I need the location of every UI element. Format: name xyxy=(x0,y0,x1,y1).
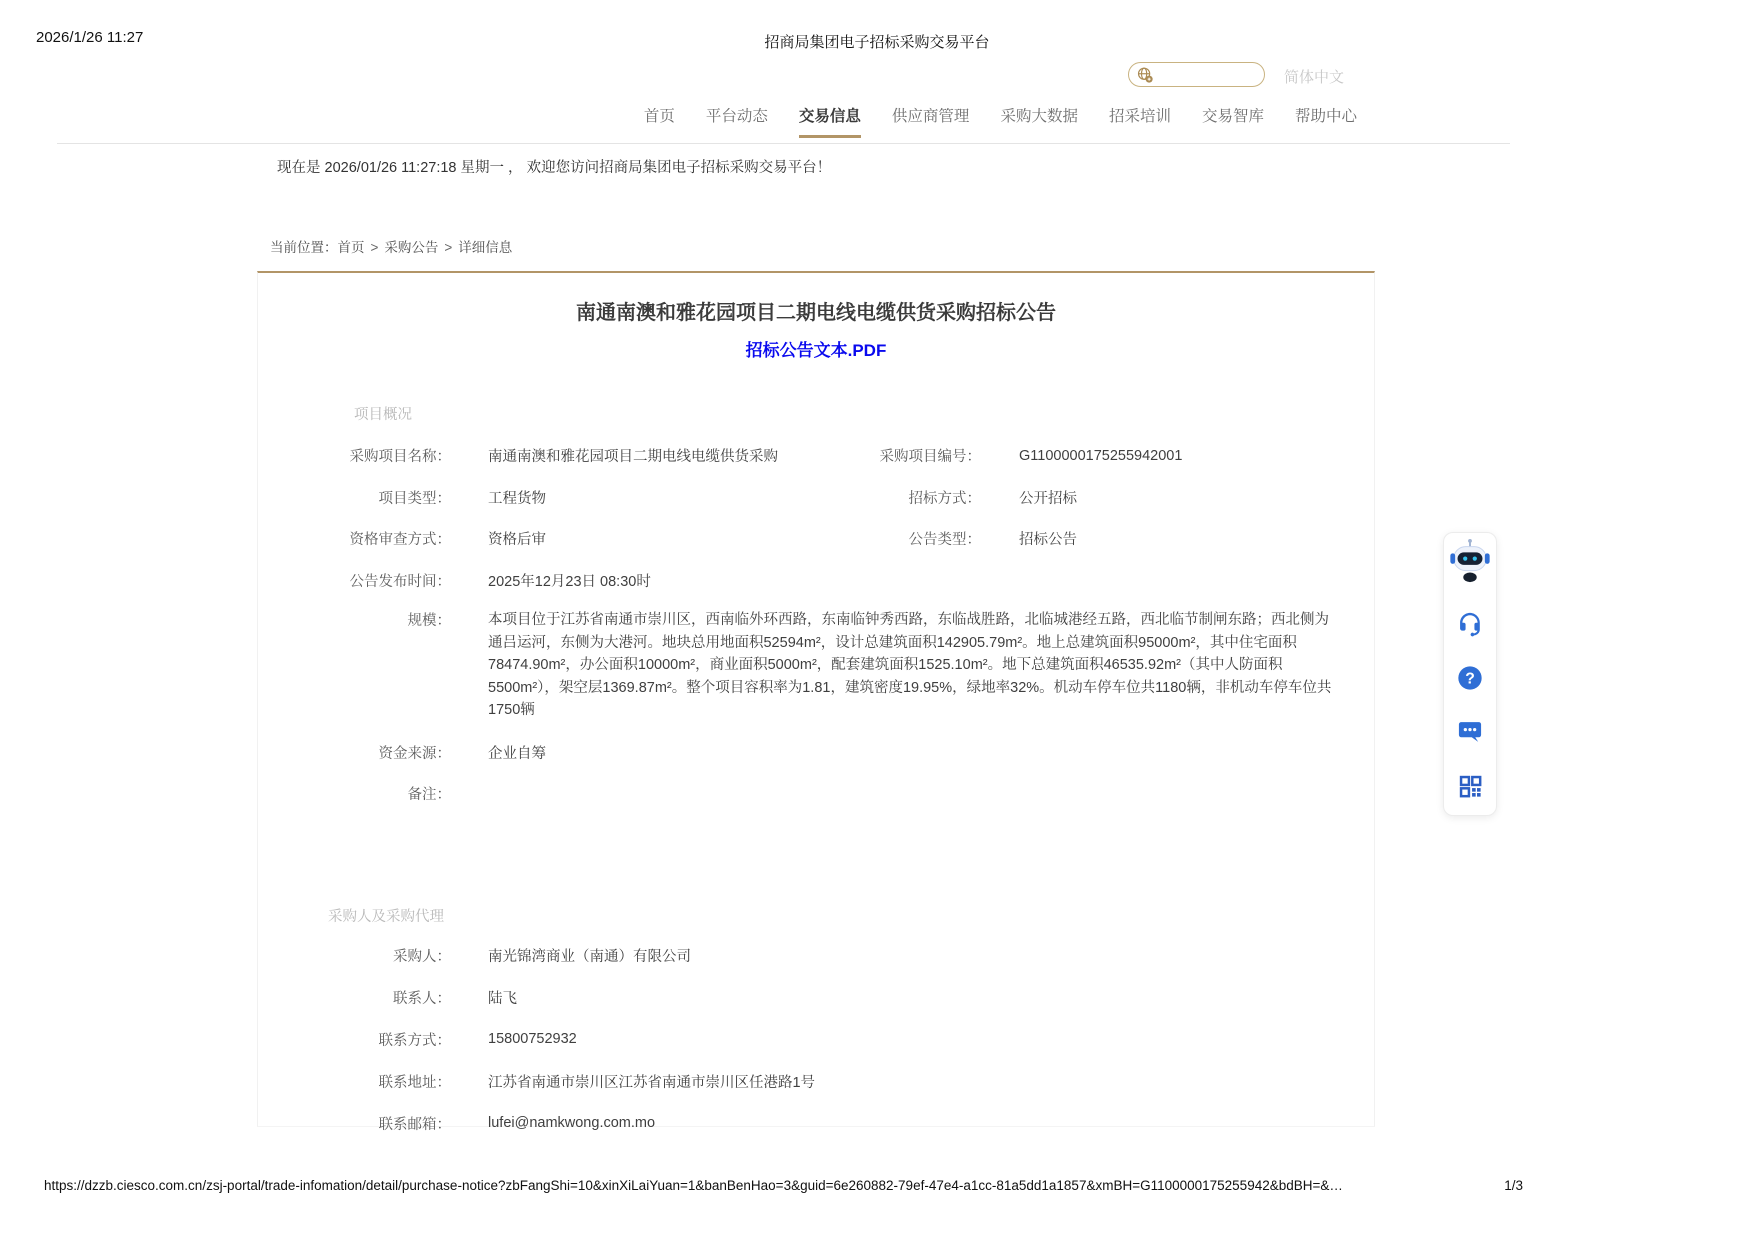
bid-method-label: 招标方式： xyxy=(908,490,981,507)
breadcrumb xyxy=(270,236,512,256)
field-row xyxy=(258,732,1374,774)
language-switch[interactable]: 简体中文 xyxy=(1284,69,1345,86)
contact-phone-value: 15800752932 xyxy=(488,1031,577,1047)
breadcrumb-purchase-notice[interactable]: 采购公告 xyxy=(384,240,439,255)
purchase-no-label: 采购项目编号： xyxy=(879,449,981,466)
nav-divider xyxy=(57,143,1510,144)
nav-item-platform-news[interactable]: 平台动态 xyxy=(705,108,768,125)
assistant-robot-icon[interactable] xyxy=(1447,537,1493,585)
print-datetime: 2026/1/26 11:27 xyxy=(36,29,144,46)
project-type-label: 项目类型： xyxy=(378,490,451,507)
field-row xyxy=(258,773,1374,814)
notice-card xyxy=(257,271,1375,1133)
search-input[interactable] xyxy=(1154,66,1264,83)
purchaser-value: 南光锦湾商业（南通）有限公司 xyxy=(488,948,691,965)
bid-method-value: 公开招标 xyxy=(1019,490,1077,507)
contact-fields xyxy=(258,934,1374,1144)
breadcrumb-label: 当前位置： xyxy=(270,240,338,255)
customer-service-headset-icon[interactable] xyxy=(1455,609,1485,639)
main-nav xyxy=(644,104,1357,138)
breadcrumb-separator: > xyxy=(444,240,453,255)
section-heading-contact: 采购人及采购代理 xyxy=(328,909,444,925)
svg-text:?: ? xyxy=(1465,670,1475,688)
notice-type-label: 公告类型： xyxy=(908,532,981,549)
nav-item-supplier-mgmt[interactable]: 供应商管理 xyxy=(891,108,970,125)
scale-label: 规模： xyxy=(407,613,451,629)
floating-toolbar xyxy=(1443,532,1497,816)
qr-code-icon[interactable] xyxy=(1455,771,1485,801)
nav-item-training[interactable]: 招采培训 xyxy=(1108,108,1171,125)
welcome-text: 现在是 2026/01/26 11:27:18 星期一 ， 欢迎您访问招商局集团电子招标采购交易平台！ xyxy=(277,160,832,176)
feedback-chat-icon[interactable] xyxy=(1455,717,1485,747)
breadcrumb-current: 详细信息 xyxy=(458,240,513,255)
field-row xyxy=(258,1060,1374,1102)
nav-item-think-tank[interactable]: 交易智库 xyxy=(1201,108,1264,125)
qualification-value: 资格后审 xyxy=(488,532,546,549)
section-heading-overview: 项目概况 xyxy=(354,407,412,423)
publish-time-value: 2025年12月23日 08:30时 xyxy=(488,573,651,590)
field-row xyxy=(258,1102,1374,1144)
print-footer-page-number: 1/3 xyxy=(1504,1178,1523,1193)
pdf-link-row xyxy=(258,339,1374,362)
scale-value: 本项目位于江苏省南通市崇川区，西南临外环西路，东南临钟秀西路，东临战胜路，北临城港经五路，西北临节制闸东路；西北侧为通吕运河，东侧为大港河。地块总用地面积52594m²，设计总建筑面积142905.79m²。地上总建筑面积95000m²，其中住宅面积78474.90m²，办公面积10000m²，商业面积5000m²，配套建筑面积1525.10m²。地下总建筑面积46535.92m²（其中人防面积5500m²），架空层1369.87m²。整个项目容积率为1.81，建筑密度19.95%，绿地率32%。机动车停车位共1180辆，非机动车停车位共1750辆 xyxy=(488,612,1332,718)
print-footer-url: https://dzzb.ciesco.com.cn/zsj-portal/trade-infomation/detail/purchase-notice?zbFangShi=10&xinXiLaiYuan=1&banBenHao=3&guid=6e260882-79ef-47e4-a1cc-81a5dd1a1857&xmBH=G1100000175255942&bdBH=&… xyxy=(44,1178,1343,1193)
contact-person-label: 联系人： xyxy=(393,990,451,1007)
contact-address-value: 江苏省南通市崇川区江苏省南通市崇川区任港路1号 xyxy=(488,1074,816,1091)
globe-search-icon xyxy=(1136,66,1154,84)
contact-person-value: 陆飞 xyxy=(488,990,517,1007)
contact-email-value: lufei@namkwong.com.mo xyxy=(488,1115,656,1131)
purchase-name-label: 采购项目名称： xyxy=(349,449,451,466)
nav-item-help-center[interactable]: 帮助中心 xyxy=(1294,108,1357,125)
field-row xyxy=(258,934,1374,976)
contact-address-label: 联系地址： xyxy=(378,1074,451,1091)
nav-item-big-data[interactable]: 采购大数据 xyxy=(1000,108,1078,125)
site-search[interactable] xyxy=(1128,62,1265,87)
breadcrumb-home[interactable]: 首页 xyxy=(337,240,365,255)
notice-title: 南通南澳和雅花园项目二期电线电缆供货采购招标公告 xyxy=(576,302,1056,324)
funding-label: 资金来源： xyxy=(378,745,451,762)
publish-time-label: 公告发布时间： xyxy=(349,573,451,590)
print-page-title: 招商局集团电子招标采购交易平台 xyxy=(764,34,990,51)
funding-value: 企业自筹 xyxy=(488,745,546,762)
remark-label: 备注： xyxy=(407,787,451,803)
contact-phone-label: 联系方式： xyxy=(378,1032,451,1049)
field-row xyxy=(258,435,1374,477)
nav-item-trade-info[interactable]: 交易信息 xyxy=(799,104,861,138)
notice-pdf-link[interactable]: 招标公告文本.PDF xyxy=(745,341,887,360)
field-row xyxy=(258,518,1374,560)
help-question-icon[interactable] xyxy=(1455,663,1485,693)
breadcrumb-separator: > xyxy=(370,240,379,255)
field-row xyxy=(258,976,1374,1018)
purchase-name-value: 南通南澳和雅花园项目二期电线电缆供货采购 xyxy=(488,449,778,466)
purchase-no-value: G1100000175255942001 xyxy=(1019,447,1183,464)
qualification-label: 资格审查方式： xyxy=(349,532,451,549)
project-type-value: 工程货物 xyxy=(488,490,546,507)
overview-fields xyxy=(258,435,1374,814)
print-footer xyxy=(44,1178,1523,1193)
field-row xyxy=(258,477,1374,519)
field-row xyxy=(258,560,1374,602)
contact-email-label: 联系邮箱： xyxy=(378,1116,451,1133)
nav-item-home[interactable]: 首页 xyxy=(643,108,675,125)
notice-type-value: 招标公告 xyxy=(1019,532,1077,549)
field-row-scale xyxy=(258,601,1374,722)
purchaser-label: 采购人： xyxy=(393,948,451,965)
field-row xyxy=(258,1018,1374,1060)
